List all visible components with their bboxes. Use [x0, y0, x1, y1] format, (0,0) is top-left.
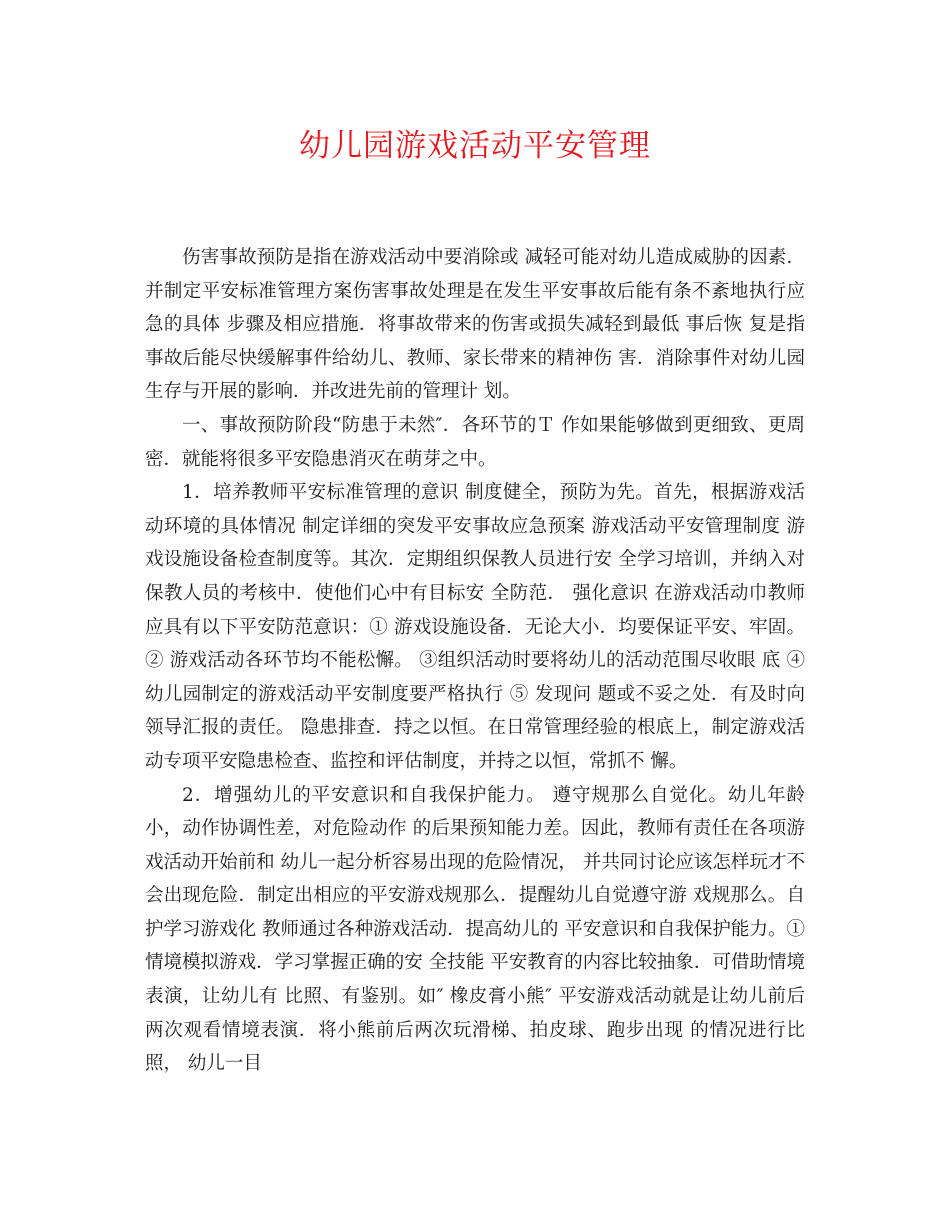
document-body: [145, 241, 805, 1081]
document-title: 幼儿园游戏活动平安管理: [299, 128, 651, 164]
paragraph-item-1: 1．培养教师平安标准管理的意识 制度健全，预防为先。首先，根据游戏活动环境的具体情况 制定详细的突发平安事故应急预案 游戏活动平安管理制度 游戏设施设备检查制度等。其次．定期组织保教人员进行安 全学习培训，并纳入对保教人员的考核中．使他们心中有目标安 全防范． 强化意识 在游戏活动巾教师应具有以下平安防范意识：① 游戏设施设备．无论大小．均要保证平安、牢固。② 游戏活动各环节均不能松懈。 ③组织活动时要将幼儿的活动范围尽收眼 底 ④ 幼儿园制定的游戏活动平安制度要严格执行 ⑤ 发现问 题或不妥之处．有及时向领导汇报的责任。 隐患排查．持之以恒。在日常管理经验的根底上，制定游戏活动专项平安隐患检查、监控和评估制度，并持之以恒，常抓不 懈。: [145, 482, 805, 772]
paragraph-intro: 伤害事故预防是指在游戏活动中要消除或 减轻可能对幼儿造成威胁的因素．并制定平安标准管理方案伤害事故处理是在发生平安事故后能有条不紊地执行应急的具体 步骤及相应措施．将事故带来的伤害或损失减轻到最低 事后恢 复是指事故后能尽快缓解事件给幼儿、教师、家长带来的精神伤 害．消除事件对幼儿园生存与开展的影响．并改进先前的管理计 划。: [145, 247, 805, 403]
paragraph-item-2: 2．增强幼儿的平安意识和自我保护能力。 遵守规那么自觉化。幼儿年龄小，动作协调性差，对危险动作 的后果预知能力差。因此，教师有责任在各项游戏活动开始前和 幼儿一起分析容易出现的危险情况， 并共同讨论应该怎样玩才不 会出现危险．制定出相应的平安游戏规那么．提醒幼儿自觉遵守游 戏规那么。自护学习游戏化 教师通过各种游戏活动．提高幼儿的 平安意识和自我保护能力。①情境模拟游戏．学习掌握正确的安 全技能 平安教育的内容比较抽象．可借助情境表演，让幼儿有 比照、有鉴别。如″ 橡皮膏小熊″ 平安游戏活动就是让幼儿前后 两次观看情境表演．将小熊前后两次玩滑梯、拍皮球、跑步出现 的情况进行比照， 幼儿一目: [145, 784, 805, 1075]
paragraph-section-1: 一、事故预防阶段“防患于未然″．各环节的Ｔ 作如果能够做到更细致、更周密．就能将很多平安隐患消灭在萌芽之中。: [145, 414, 805, 470]
